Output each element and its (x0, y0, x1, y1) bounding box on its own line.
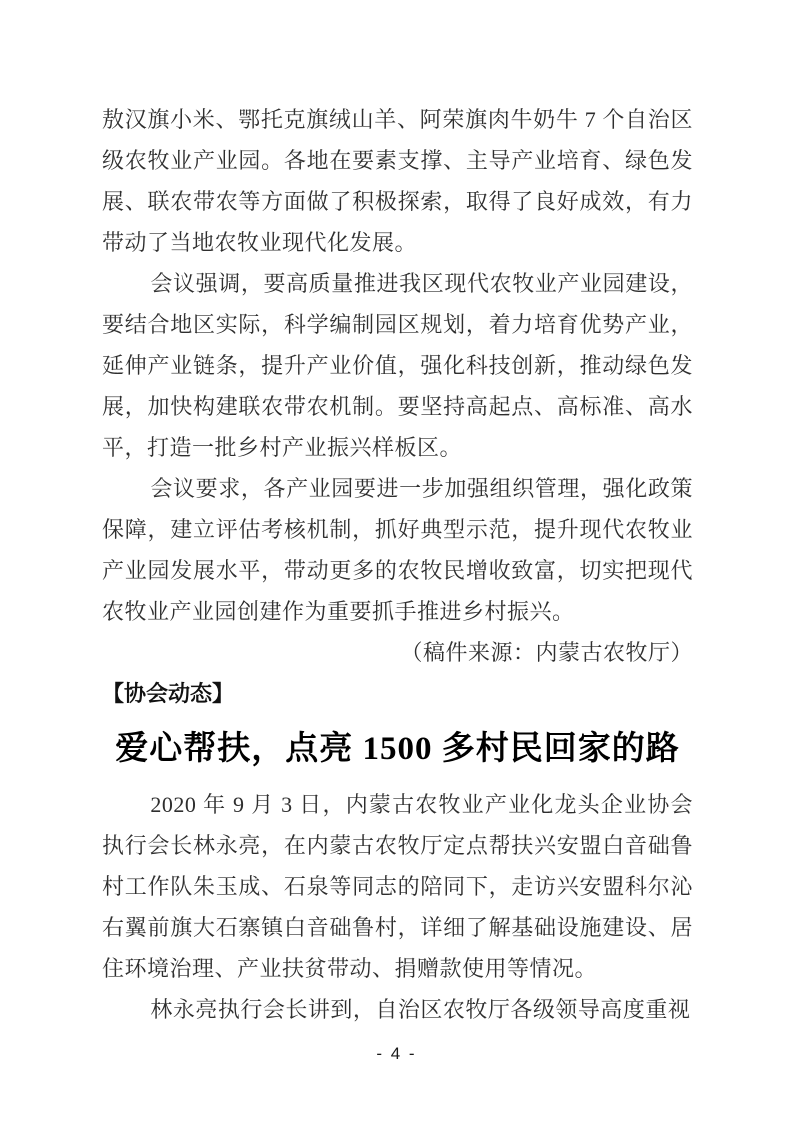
article2-paragraph-visit: 2020 年 9 月 3 日，内蒙古农牧业产业化龙头企业协会执行会长林永亮，在内蒙古农牧厅定点帮扶兴安盟白音础鲁村工作队朱玉成、石泉等同志的陪同下，走访兴安盟科尔沁右翼前旗大石寨镇白音础鲁村，详细了解基础设施建设、居住环境治理、产业扶贫带动、捐赠款使用等情况。 (102, 792, 693, 981)
page-number: - 4 - (376, 1044, 417, 1063)
article1-paragraph-emphasis: 会议强调，要高质量推进我区现代农牧业产业园建设，要结合地区实际，科学编制园区规划，着力培育优势产业，延伸产业链条，提升产业价值，强化科技创新，推动绿色发展，加快构建联农带农机制。要坚持高起点、高标准、高水平，打造一批乡村产业振兴样板区。 (102, 271, 693, 460)
article1-paragraph-continuation: 敖汉旗小米、鄂托克旗绒山羊、阿荣旗肉牛奶牛 7 个自治区级农牧业产业园。各地在要素支撑、主导产业培育、绿色发展、联农带农等方面做了积极探索，取得了良好成效，有力带动了当地农牧业现代化发展。 (102, 107, 693, 255)
section-header-association-news: 【协会动态】 (102, 681, 235, 706)
article1-paragraph-requirements: 会议要求，各产业园要进一步加强组织管理，强化政策保障，建立评估考核机制，抓好典型示范，提升现代农牧业产业园发展水平，带动更多的农牧民增收致富，切实把现代农牧业产业园创建作为重要抓手推进乡村振兴。 (102, 476, 693, 624)
article1-source-attribution: （稿件来源：内蒙古农牧厅） (400, 640, 693, 665)
article2-headline: 爱心帮扶，点亮 1500 多村民回家的路 (115, 731, 680, 767)
page-content (102, 99, 693, 1030)
article2-paragraph-speech: 林永亮执行会长讲到，自治区农牧厅各级领导高度重视 (150, 997, 691, 1022)
